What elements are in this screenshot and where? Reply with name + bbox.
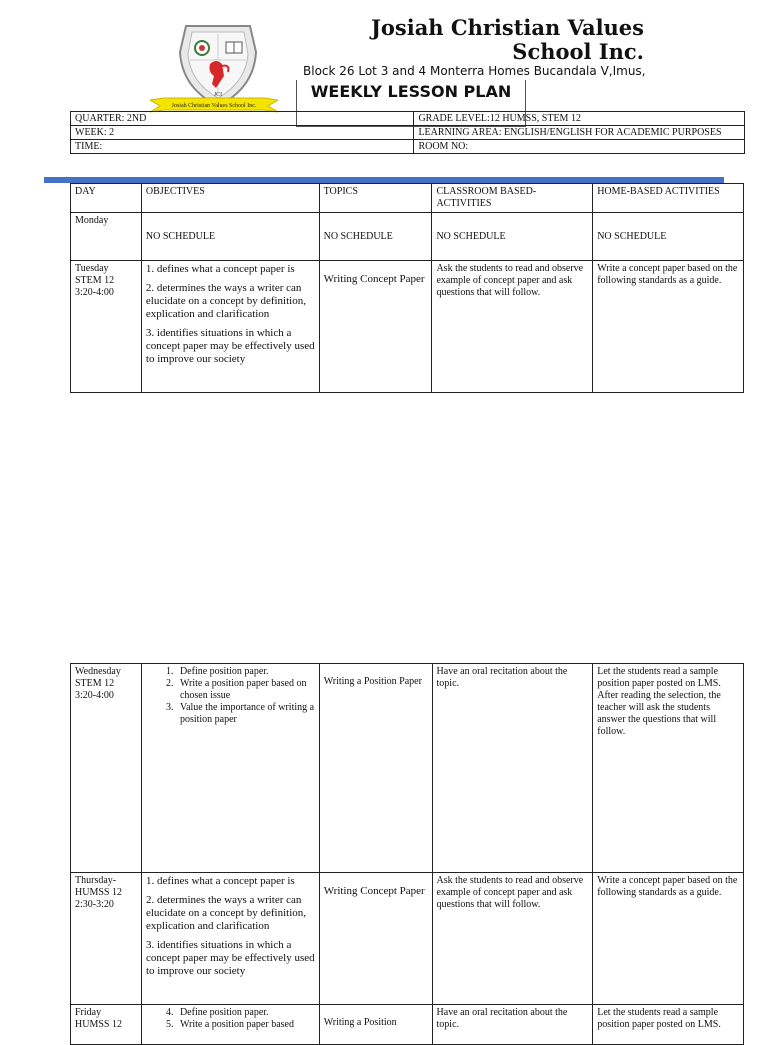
classroom-cell: Ask the students to read and observe example of concept paper and ask questions that will follow. bbox=[432, 261, 593, 393]
topics-cell: Writing Concept Paper bbox=[319, 261, 432, 393]
table-header-row bbox=[71, 184, 744, 213]
classroom-cell: Have an oral recitation about the topic. bbox=[432, 664, 593, 873]
column-header-home: HOME-BASED ACTIVITIES bbox=[593, 184, 744, 213]
day-time: 2:30-3:20 bbox=[75, 899, 114, 910]
column-header-day: DAY bbox=[71, 184, 142, 213]
day-name: Tuesday bbox=[75, 263, 109, 274]
day-section: STEM 12 bbox=[75, 275, 115, 286]
logo-monogram: JCI bbox=[213, 92, 223, 98]
school-name-line2: School Inc. bbox=[512, 39, 644, 64]
objective-item: 1. defines what a concept paper is bbox=[145, 875, 295, 887]
home-cell: Let the students read a sample position paper posted on LMS. After reading the selection, the teacher will ask the students answer the questions that will follow. bbox=[593, 664, 744, 873]
home-cell: Let the students read a sample position paper posted on LMS. bbox=[593, 1005, 744, 1045]
day-section: STEM 12 bbox=[75, 678, 115, 689]
objective-item: 1. defines what a concept paper is bbox=[145, 263, 295, 275]
home-cell: Write a concept paper based on the following standards as a guide. bbox=[593, 261, 744, 393]
day-name: Friday bbox=[75, 1007, 102, 1018]
learning-area-cell: LEARNING AREA: ENGLISH/ENGLISH FOR ACADEMIC PURPOSES bbox=[414, 126, 745, 140]
objective-item: 3. identifies situations in which a concept paper may be effectively used to improve our society bbox=[145, 939, 315, 977]
table-row-thursday bbox=[71, 873, 744, 1005]
classroom-cell: Have an oral recitation about the topic. bbox=[432, 1005, 593, 1045]
grade-level-cell: GRADE LEVEL:12 HUMSS, STEM 12 bbox=[414, 112, 745, 126]
classroom-cell: Ask the students to read and observe example of concept paper and ask questions that will follow. bbox=[432, 873, 593, 1005]
day-section: HUMSS 12 bbox=[75, 887, 122, 898]
objective-item: 1. Define position paper. bbox=[176, 666, 315, 678]
lesson-plan-table bbox=[70, 183, 744, 393]
objectives-cell bbox=[141, 1005, 319, 1045]
week-cell: WEEK: 2 bbox=[71, 126, 414, 140]
day-section: HUMSS 12 bbox=[75, 1019, 122, 1030]
table-row-wednesday bbox=[71, 664, 744, 873]
quarter-cell: QUARTER: 2ND bbox=[71, 112, 414, 126]
lesson-plan-table-continued bbox=[70, 663, 744, 1045]
objective-item: 4. Define position paper. bbox=[176, 1007, 315, 1019]
column-header-objectives: OBJECTIVES bbox=[141, 184, 319, 213]
day-cell bbox=[71, 873, 142, 1005]
day-time: 3:20-4:00 bbox=[75, 690, 114, 701]
day-cell bbox=[71, 664, 142, 873]
day-time: 3:20-4:00 bbox=[75, 287, 114, 298]
table-row-monday bbox=[71, 213, 744, 261]
day-cell bbox=[71, 1005, 142, 1045]
column-header-topics: TOPICS bbox=[319, 184, 432, 213]
day-name: Wednesday bbox=[75, 666, 121, 677]
school-name bbox=[224, 16, 644, 64]
objectives-cell: NO SCHEDULE bbox=[141, 213, 319, 261]
room-cell: ROOM NO: bbox=[414, 140, 745, 154]
objectives-cell bbox=[141, 261, 319, 393]
column-header-classroom: CLASSROOM BASED-ACTIVITIES bbox=[432, 184, 593, 213]
objective-item: 3. Value the importance of writing a position paper bbox=[176, 702, 315, 726]
objective-item: 2. determines the ways a writer can elucidate on a concept by definition, explication and clarification bbox=[145, 894, 307, 932]
school-name-line1: Josiah Christian Values bbox=[370, 15, 644, 40]
day-cell bbox=[71, 261, 142, 393]
home-cell: NO SCHEDULE bbox=[593, 213, 744, 261]
day-name: Thursday- bbox=[75, 875, 117, 886]
home-cell: Write a concept paper based on the following standards as a guide. bbox=[593, 873, 744, 1005]
table-row-tuesday bbox=[71, 261, 744, 393]
objective-item: 2. determines the ways a writer can elucidate on a concept by definition, explication and clarification bbox=[145, 282, 306, 320]
page-title: WEEKLY LESSON PLAN bbox=[310, 82, 512, 101]
day-cell: Monday bbox=[71, 213, 142, 261]
table-row-friday bbox=[71, 1005, 744, 1045]
info-table bbox=[70, 111, 745, 154]
objective-item: 2. Write a position paper based on chosen issue bbox=[176, 678, 315, 702]
topics-cell: Writing a Position bbox=[319, 1005, 432, 1045]
objectives-cell bbox=[141, 664, 319, 873]
objective-item: 3. identifies situations in which a concept paper may be effectively used to improve our society bbox=[145, 327, 315, 365]
objectives-cell bbox=[141, 873, 319, 1005]
logo-banner-text: Josiah Christian Values School Inc. bbox=[171, 103, 257, 109]
topics-cell: NO SCHEDULE bbox=[319, 213, 432, 261]
topics-cell: Writing a Position Paper bbox=[319, 664, 432, 873]
school-address: Block 26 Lot 3 and 4 Monterra Homes Bucandala V,Imus, bbox=[303, 64, 646, 78]
objective-item: 5. Write a position paper based bbox=[176, 1019, 315, 1031]
topics-cell: Writing Concept Paper bbox=[319, 873, 432, 1005]
time-cell: TIME: bbox=[71, 140, 414, 154]
classroom-cell: NO SCHEDULE bbox=[432, 213, 593, 261]
